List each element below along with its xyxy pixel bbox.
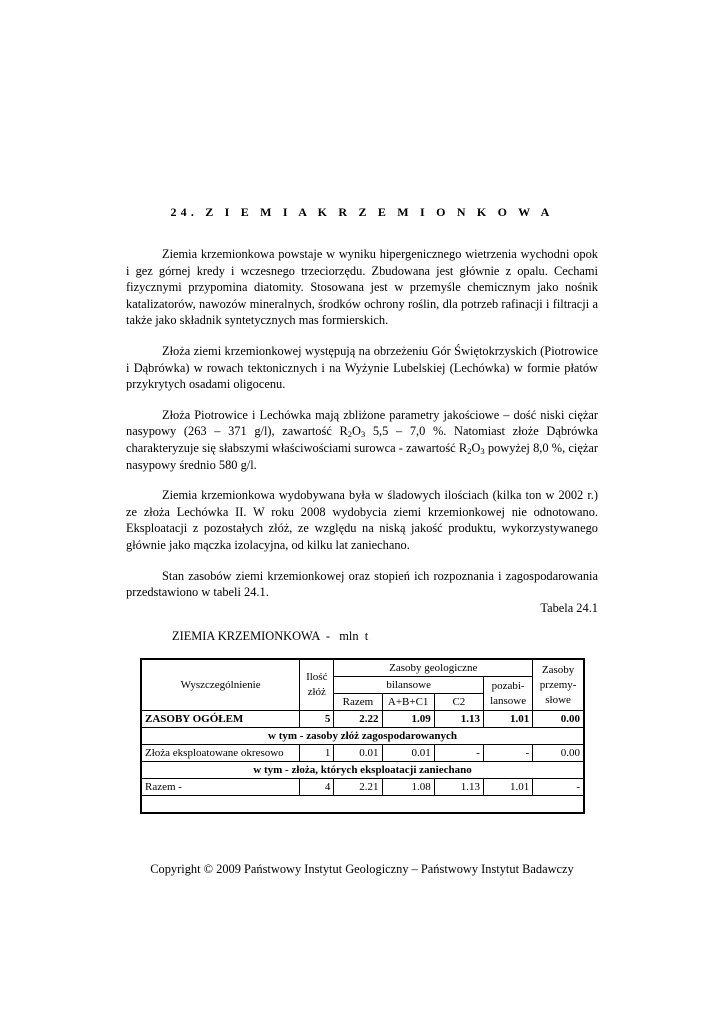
cell-name: Złoża eksploatowane okresowo	[141, 745, 300, 762]
cell-abc1: 1.09	[382, 711, 434, 728]
p3-text-a: Złoża Piotrowice i Lechówka mają zbliżone parametry jakościowe – dość niski ciężar nasypowy (263 – 371 g/l), zawartość R	[126, 407, 598, 439]
cell-count: 5	[300, 711, 334, 728]
paragraph-4: Ziemia krzemionkowa wydobywana była w śladowych ilościach (kilka ton w 2002 r.) ze złoża Lechówka II. W roku 2008 wydobycia ziemi krzemionkowej nie odnotowano. Eksploatacji z pozostałych złóż, ze względu na niską jakość produktu, wykorzystywanego głównie jako mączka izolacyjna, od kilku lat zaniechano.	[126, 488, 598, 552]
chapter-heading: 24. Z I E M I A K R Z E M I O N K O W A	[170, 205, 554, 219]
header-abc1: A+B+C1	[382, 694, 434, 711]
empty-cell	[141, 796, 584, 814]
cell-abc1: 0.01	[382, 745, 434, 762]
cell-count: 1	[300, 745, 334, 762]
cell-count: 4	[300, 779, 334, 796]
table-row-eksploatowane	[141, 745, 584, 762]
cell-poza: 1.01	[483, 711, 532, 728]
p3-subscript-1: 2	[347, 429, 352, 440]
table-section-row-2	[141, 762, 584, 779]
p3-subscript-3: 2	[467, 445, 472, 456]
table-caption: Tabela 24.1	[540, 601, 598, 615]
cell-razem: 2.21	[334, 779, 382, 796]
copyright-footer: Copyright © 2009 Państwowy Instytut Geologiczny – Państwowy Instytut Badawczy	[150, 862, 574, 876]
paragraph-5: Stan zasobów ziemi krzemionkowej oraz stopień ich rozpoznania i zagospodarowania przedstawiono w tabeli 24.1.	[126, 568, 598, 600]
cell-razem: 0.01	[334, 745, 382, 762]
p3-text-e: powyżej 8,0 %, ciężar nasypowy średnio 580 g/l.	[126, 440, 598, 472]
section-label-1: w tym - zasoby złóż zagospodarowanych	[141, 728, 584, 745]
cell-name: Razem -	[141, 779, 300, 796]
table-empty-row	[141, 796, 584, 814]
header-razem: Razem	[334, 694, 382, 711]
cell-poza: -	[483, 745, 532, 762]
header-zasoby-geologiczne: Zasoby geologiczne	[334, 659, 533, 677]
cell-przem: 0.00	[533, 711, 584, 728]
table-section-row-1	[141, 728, 584, 745]
cell-razem: 2.22	[334, 711, 382, 728]
cell-przem: 0.00	[533, 745, 584, 762]
table-title: ZIEMIA KRZEMIONKOWA - mln t	[172, 629, 369, 643]
cell-abc1: 1.08	[382, 779, 434, 796]
header-zasoby-przemyslowe: Zasoby przemy-słowe	[533, 659, 584, 711]
p3-text-b: O	[351, 424, 361, 439]
p3-subscript-4: 3	[480, 445, 485, 456]
body-text	[126, 246, 598, 615]
paragraph-3	[126, 407, 598, 473]
p3-subscript-2: 3	[360, 429, 366, 440]
cell-poza: 1.01	[483, 779, 532, 796]
header-pozabilansowe: pozabi-lansowe	[483, 677, 532, 711]
p3-text-c: 5,5 – 7,0 %. Natomiast złoże Dąbrówka charakteryzuje się słabszymi właściwościami surowca - zawartość R	[126, 424, 598, 455]
header-bilansowe: bilansowe	[334, 677, 484, 694]
header-c2: C2	[434, 694, 483, 711]
table-row-total	[141, 711, 584, 728]
table-header-row-1	[141, 659, 584, 677]
resources-table	[140, 658, 585, 814]
header-ilosc-zloz: Ilość złóż	[300, 659, 334, 711]
section-label-2: w tym - złoża, których eksploatacji zaniechano	[141, 762, 584, 779]
cell-c2: 1.13	[434, 779, 483, 796]
cell-przem: -	[533, 779, 584, 796]
table-row-zaniechane	[141, 779, 584, 796]
cell-c2: 1.13	[434, 711, 483, 728]
paragraph-1: Ziemia krzemionkowa powstaje w wyniku hipergenicznego wietrzenia wychodni opok i gez górnej kredy i wczesnego trzeciorzędu. Zbudowana jest głównie z opalu. Cechami fizycznymi przypomina diatomity. Stosowana jest w przemyśle chemicznym jako nośnik katalizatorów, nawozów mineralnych, środków ochrony roślin, dla potrzeb rafinacji i filtracji a także jako składnik syntetycznych mas formierskich.	[126, 247, 598, 328]
header-wyszczegolnienie: Wyszczególnienie	[141, 659, 300, 711]
p3-text-d: O	[471, 440, 481, 455]
paragraph-2: Złoża ziemi krzemionkowej występują na obrzeżeniu Gór Świętokrzyskich (Piotrowice i Dąbrówka) w rowach tektonicznych i na Wyżynie Lubelskiej (Lechówka) w formie płatów przykrytych osadami oligocenu.	[126, 343, 598, 392]
cell-c2: -	[434, 745, 483, 762]
cell-name: ZASOBY OGÓŁEM	[141, 711, 300, 728]
